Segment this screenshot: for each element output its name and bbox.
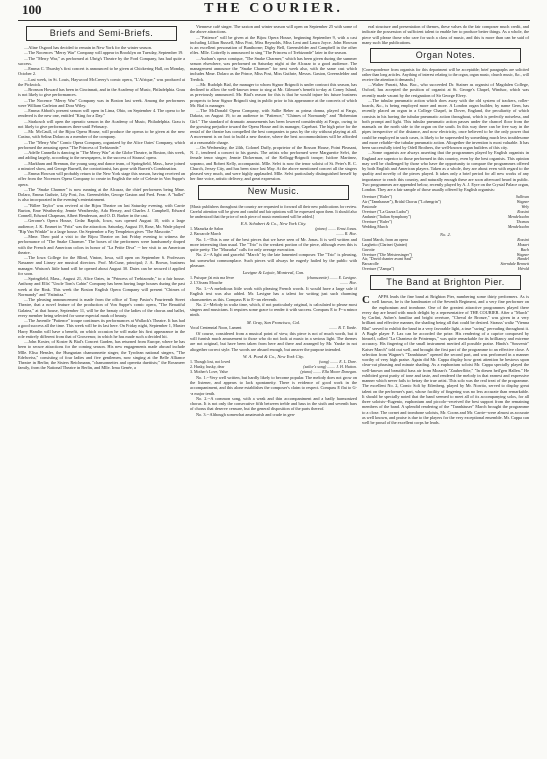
page-title: THE COURIER.	[204, 1, 343, 16]
row-title: Wedding March	[362, 223, 388, 229]
drop-cap: C	[362, 294, 370, 307]
row-detail: Hérold	[517, 266, 529, 272]
brief-paragraph: ....The "Merry War," as performed at Uhrig's Theatre by the Ford Company, has had quite a success.	[18, 55, 185, 66]
row-title: 1. Mazurka de Salon	[190, 225, 224, 231]
row-title: Pastorale	[362, 204, 377, 210]
row-title: Barcarolle	[362, 261, 379, 267]
row-title: 2. Husky, husky, dear	[190, 363, 225, 369]
brief-paragraph: ....Strakosch will open the operatic season in the Academy of Music, Philadelphia. Grau is not likely to give performances there until February.	[18, 118, 185, 129]
row-detail: (piano) ........ Ernst Jonas.	[315, 225, 357, 231]
row-detail: ........ Hoe.	[340, 280, 357, 286]
brief-paragraph: ....Markham and Brennan, the young song and dance team, of Springfield, Mass., have joined a minstrel show, and George Burnell, the contortionist, has gone with Barrett's Combination.	[18, 160, 185, 171]
publisher-name: E.S. Schubert & Co., New York City.	[240, 220, 307, 226]
brief-paragraph: ....Last week, in St. Louis, Haywood McCreery's comic opera, "L'Afrique," was produced at the Pickwick.	[18, 76, 185, 87]
publisher-name: M. Gray, San Francisco, Cal.	[246, 319, 301, 325]
editorial-note: [Music publishers throughout the country are requested to forward all their new publications for review. Careful attention will be given and candid and fair opinions will be expressed upon them. It should also be understood that the price of each piece of music mentioned will be added.]	[190, 203, 357, 219]
review-paragraph: Of course, considered from a musical point of view, this piece is not of much worth, but it will furnish much amusement to those who do not look at music in a serious light. The themes are not original, but have been taken from here and there and arranged by Mr. Yanke in not altogether correct style. The words are absurd enough, but answer the purpose intended.	[190, 330, 357, 352]
row-detail: Wely	[521, 204, 529, 210]
row-title: 1. Though lost, not loved	[190, 359, 231, 365]
publisher-name: W. A. Pond & Co., New York City.	[242, 353, 305, 359]
news-paragraph: ....Audran's opera comique, "The Snake Charmer," which has been given during the summer season elsewhere, was performed on Saturday night at the Alcazar to a good audience. The management announce the "Snake Charmer" for next week also, with the same cast which includes Mme. Dolaro as the Prince, Miss Post, Miss Guthrie, Messrs. Gaston, Greensfelder and Tredick.	[190, 55, 357, 82]
row-detail: Handel	[517, 256, 529, 262]
header-rule	[18, 20, 530, 21]
brief-paragraph: ....Emma C. Thursby's first concert is announced to be given at Chickering Hall, on Monday, October 2.	[18, 66, 185, 77]
organ-paragraphs	[362, 82, 529, 192]
programme-list	[362, 238, 529, 272]
brief-paragraph: ....The pleasing announcement is made from the office of Tony Pastor's Fourteenth Street Theatre, that a novel feature of the production of Von Suppe's comic opera, "The Beautiful Galatea," at that house, September 11, will be the beauty of the ladies of the chorus and ballet, every member being selected for some especial mark of beauty.	[18, 297, 185, 318]
row-title: 2. L'Oiseau Mouche	[190, 280, 223, 286]
row-title: Overture ("La Gazza Ladra")	[362, 208, 409, 214]
section-heading-box	[370, 48, 521, 63]
band-article	[362, 294, 529, 425]
organ-paragraph: ....The tubular pneumatic action which does away with the old system of trackers, roller-boards, &c., is being employed more and more. A London organ builder, by name Gern, has recently placed an organ in a College Chapel, in Dover, England, the peculiarity of which consists in his having the tubular pneumatic action throughout, which is perfectly noiseless, and both prompt and light. This tubular pneumatic action passes under the chancel floor from the manuals on the north side to the organ on the south. In this way there can be free way in the pipes irrespective of the distance, and now electricity, once believed to be the only power that could be employed in such cases, is likely to be superseded by something much less troublesome and more reliable--the tubular pneumatic action. Altogether the invention is most valuable. It has been successfully tried by Odell Brothers, the well-known organ builders of this city.	[362, 97, 529, 150]
row-detail: ........ B. T. Yanke.	[329, 324, 357, 330]
brief-paragraph: ....The Nocence "Merry War" Company was in Boston last week. Among the performers were William Carleton and Dora Wiley.	[18, 97, 185, 108]
row-detail: (chansonette) ........ E. Lavigne.	[306, 275, 357, 281]
brief-paragraph: ....The Juvenile "Patience" troupe continues its performances at Wallack's Theatre. It has had a good success all the time. This week will be its last here. On Friday night, September 1, Master Harry Hamlin will have a benefit, on which occasion he will make his first appearance in the role entirely different from that of Grosvenor, in which he has made such a decided hit.	[18, 318, 185, 339]
row-detail: (piano) ........ Ella Moore Donegan.	[300, 368, 357, 374]
row-title: Overture ("Zampa")	[362, 266, 395, 272]
organ-paragraph: ....Some organists are always asserting that the programmes played by English organists in England are superior to those performed in this country, even by the best organists. This opinion may well be challenged by those who have the opportunity to compare the programmes offered by both English and American players. Taken as a whole, they are about even with regard to the quality and novelty of the pieces played. It takes only a brief period for all new works of any importance to reach this country, and naturally enough these are soon afterward heard in public. Two programmes are appended below, recently played by A. J. Eyre on the Crystal Palace organ, London. They are a fair sample of those usually offered by English organists:	[362, 150, 529, 192]
music-reviews	[190, 221, 357, 417]
brief-paragraph: ....Bronson Howard has been in Cincinnati, and in the Academy of Music, Philadelphia. Grau is not likely to give performances.	[18, 87, 185, 98]
row-detail: Rossini	[517, 236, 529, 242]
row-title: Andante ("Italian Symphony")	[362, 213, 412, 219]
review-paragraph: No. 3.--Although somewhat amateurish and crude in gen-	[196, 411, 296, 417]
briefs-paragraphs	[18, 45, 185, 371]
column-1	[18, 24, 185, 371]
section-heading: Organ Notes.	[415, 49, 476, 60]
brief-paragraph: ....Aline Osgood has decided to remain in New York for the winter season.	[24, 45, 152, 50]
band-paragraphs	[362, 294, 529, 425]
news-paragraph: ....On Wednesday, the 24th, Colonel Duffy, proprietor of the Rosson House, Point Pleasant, N. J., tendered a concert to his guests. The artists who performed were Marguerite Selvi, the female tenor singer; Jennie Dickerman, of the Kellogg-Brignoli troupe; Isidore Martinez, soprano, and Robert Kelly, accompanist. Mlle. Selvi is now the tenor soloist of St. Peter's R. C. Church, Jersey City, and has been since last May. At the above mentioned concert all the singers pleased very much, and were highly applauded. Mlle. Selvi particularly distinguished herself by her fine voice, artistic delivery, and great expression.	[190, 144, 357, 182]
brief-paragraph: ....The Nocences "Merry War" Company will appear in Brooklyn on Tuesday, September 19.	[24, 50, 184, 56]
brief-paragraph: ....Adelle Cannella is dancing in "The Merry War" at the Globe Theatre, in Boston, this week, and adding largely, according to the newspapers, to the success of Strauss' opera.	[18, 150, 185, 161]
publisher-name: Lavigne & Lajoie, Montreal, Can.	[242, 270, 305, 276]
editorial-note: [Correspondence from organists for this department will be acceptable; brief paragraphs are solicited rather than long articles. Anything of interest relating to the organ, organ music, church music, &c., will receive the attention it demands.]	[362, 67, 529, 82]
programme-separator: No. 2.	[440, 231, 451, 237]
review-paragraph: No. 1.--A melodious little work with pleasing French words. It would have a large sale if English text was also added. Mr. Lavigne has a talent for writing just such charming chansonettes as this. Compass B to E--an eleventh.	[190, 286, 357, 302]
brief-paragraph: ....Mme. Theo paid a visit to the Bijou Theatre on last Friday evening to witness the performance of "The Snake Charmer." The boxes of the performers were handsomely draped with the French and American colors in honor of "La Petite Diva" -- her visit to an American theatre.	[18, 234, 185, 255]
brief-paragraph: ....The Iowa College for the Blind, Vinton, Iowa, will open on September 6. Professors Nassaner and Linsey are musical directors. Prof. McCune, principal; J. A. Brown, business manager. Watson's little band will be opened about August 30. Dates can be secured if applied for soon.	[18, 255, 185, 276]
masthead	[0, 0, 547, 20]
row-title: Grand March, from an opera	[362, 236, 408, 242]
row-detail: (sailor's song) ........ J. H. Hutton.	[303, 363, 357, 369]
row-detail: Mendelssohn	[507, 223, 529, 229]
section-heading-box	[26, 26, 177, 41]
column-3	[362, 24, 529, 425]
row-title: Overture ("Ruler")	[362, 218, 393, 224]
brief-paragraph: ....Emma Howson will probably return to the New York stage this season, having received an offer from the Nocences Opera Company to create in English the role of Celeste in Von Suppe's opera.	[18, 171, 185, 187]
section-heading: Briefs and Semi-Briefs.	[49, 27, 154, 38]
review-paragraph: eral structure and presentation of themes, these valses do the fair composer much credit, and indicate the possession of sufficient talent to enable her to produce better things. As a whole, the piece will please those who care for such a class of music, and this is more than can be said of many such like publications.	[362, 24, 529, 45]
row-detail: (song) ........ E. L. Dare.	[319, 359, 357, 365]
programme-list	[362, 195, 529, 229]
row-title: Gavotte	[362, 246, 375, 252]
row-title: Overture ("Ruler")	[362, 194, 393, 200]
row-title: Larghetto (Clarinet Quintet)	[362, 241, 408, 247]
brief-paragraph: ....Emma Abbott's present season will open in Lima, Ohio, on September 4. The opera to be rendered is the new one, entitled "King for a Day."	[18, 108, 185, 119]
row-detail: Thomas	[516, 218, 529, 224]
row-title: Vocal Centennial Noon, Lament	[190, 324, 242, 330]
news-paragraph: Viennese café singer. The saxton and winter season will open on September 25 with some of the above attractions.	[190, 24, 357, 35]
column-2	[190, 24, 357, 417]
review-paragraph: No. 1.--Very well written, but hardly likely to become popular. The melody does not grow on the listener, and appears to lack spontaneity. There is evidence of good work in the accompaniment, and this alone establishes the composer's claim to respect. Compass E flat to G--a major tenth.	[190, 374, 357, 396]
section-heading-box	[370, 275, 521, 290]
section-heading: New Music.	[247, 186, 300, 197]
section-heading: The Band at Brighton Pier.	[386, 277, 505, 288]
row-detail: ........ R. Hoe.	[335, 230, 357, 236]
brief-paragraph: ....Springfield, Mass., August 21, Alice Oates, in "Princess of Trebizonde," to a fair house. Anthony and Ellis' "Uncle Tom's Cabin" Company has been having large houses during the past week at the Rink. This week the Boston English Opera Company will present "Chimes of Normandy" and "Fatinitza."	[18, 276, 185, 297]
brief-paragraph: ...."Billee Taylor" was revived at the Bijou Theatre on last Saturday evening, with Carrie Burton, Eme Weathersby, Jennie Weathersby, Ada Hersey, and Charles J. Campbell, Edward Connell, Edward Chapman, Albert Henderson, and O. D. Barker in the cast.	[18, 202, 185, 218]
brief-paragraph: ....Mr. McCaull, of the Bijou Opera House, will produce the operas to be given at the new Casino, with Selina Dolaro as a member of the company.	[18, 129, 185, 140]
section-heading-box	[198, 185, 349, 200]
news-paragraph: ....The McDonald Opera Company, with Sallie Reber as prima donna, played at Fargo, Dakota, on August 19, to an audience in "Patience," "Chimes of Normandy" and "Bohemian Girl." The standard of dramatic amusements has been lowered considerably at Fargo, owing to the growing prejudice toward the Opera House and its manager, Capehart. The high price for the rental of the theatre has compelled the best companies to pass by the city without playing at all. A movement is on foot to build a new theatre, where the best accommodations will be afforded at a reasonable charge.	[190, 108, 357, 145]
review-paragraph: No. 2.--A light and graceful "March" by the late lamented composer. The "Trio" is pleasing, but somewhat commonplace. Such pieces will always be eagerly hailed by the public with pleasure.	[190, 252, 357, 268]
news-paragraph: ...."Patience" will be given at the Bijou Opera House, beginning September 9, with a cast including Lillian Russell, Miss Post, Miss Reynolds, Miss Lent and Laura Joyce. John Howson is an excellent personation of Bunthorne; Digby Bell, Greensfelder and Campbell in the other rôles. Mlle. Cottrelly is announced to sing "The Princess of Trebizonde" later in the season.	[190, 34, 357, 56]
row-detail: Mozart	[517, 241, 529, 247]
theatre-paragraphs	[190, 24, 357, 182]
row-title: Air ("Tannhauser"), Bridal Chorus ("Lohengrin")	[362, 199, 441, 205]
row-detail: Wagner	[516, 199, 529, 205]
row-detail: Sterndale Bennett	[500, 261, 529, 267]
brief-paragraph: ....The "Snake Charmer" is now running at the Alcazar, the chief performers being Mme. Dolaro, Emma Guthrie, Lily Post, Jos. Greensfelder, George Gaston and Fred. Frear. A "ballet" is also incorporated in the evening's entertainment.	[18, 186, 185, 203]
row-title: 3. Mother's Love, Valse	[190, 368, 228, 374]
brief-paragraph: ....Gerome's Opera House, Cedar Rapids, Iowa, was opened August 10, with a large audience; J. K. Emmet in "Fritz" was the attraction. Saturday, August 19, Rose, Mr. Wade played "Rip Van Winkle" to a large house. On September a Fay Templeton gives "The Mascotte."	[18, 218, 185, 234]
row-detail: Sullivan	[515, 194, 529, 200]
row-title: 1. Puisque j'ai mis ma lèvre	[190, 275, 235, 281]
row-detail: Mendelssohn	[507, 213, 529, 219]
brief-paragraph: ....John Koster, of Koster & Bial's Concert Garden, has returned from Europe, where he has been to secure attractions for the coming season. His new engagements made abroad include Mlle. Elisa Hensler, the Hungarian chansonnette singer, the Tyrolean national singers, "The Edelweiss," consisting of four ladies and five gentlemen, now singing at the Belle Alliance Theatre in Berlin; the Sisters Reichmann, "chansonnettes and operetta duettists;" the Rossmeer family, from the National Theatre in Berlin, and Mlle. Irma Genée, a	[18, 339, 185, 371]
list-row	[362, 267, 529, 272]
row-detail: Wagner	[516, 251, 529, 257]
row-detail: Bach	[520, 246, 529, 252]
row-title: 2. Barcarole March	[190, 230, 221, 236]
organ-paragraph: ....Walter Parratt, Mus. Bac., who succeeded Dr. Stainer as organist of Magdalen College, Oxford, has accepted the position of organist at St. George's Chapel, Windsor, which was recently made vacant by the resignation of Sir George Elvey.	[362, 82, 529, 98]
brief-paragraph: ....The "Merry War" Comic Opera Company, organized by the Alice Oates' Company, which performed the amusing opera "The Princess of Trebizonde."	[18, 139, 185, 150]
page-number: 100	[22, 2, 42, 17]
row-detail: Rossini	[517, 208, 529, 214]
band-paragraph: APPA leads the fine band at Brighton Pier, numbering some thirty performers. As is well known, he is the bandmaster of the Seventh Regiment, and a very fine performer on the euphonium and trombone. One of the greatest attractive programmes played there every day are heard with much delight by a representative of THE COURIER. After a "March" by Carlini, Auber's familiar and bright overture, "Cheval de Bronze," was given in a very brilliant and effective manner, the shading being all that could be desired. Strauss' waltz "Vienna Blut" served to exhibit the band in a very favorable light, a true "swing" pervading throughout it. A Bugle player F. Lax can be accorded the prize. His rendering of a caprice composed by himself, called "La Chanteur de Printemps," was quite remarkable for its brilliancy and extreme accuracy. His fingering of the small instrument merited all possible praise. Hinds's "Souvenir" Kaiser March" told out well, and brought the first part of the programme to an effective close. A selection from Wagner's "Tannhäuser" opened the second part, and was performed in a manner worthy of very high praise. Again did Mr. Cappa display how great attention he bestows upon clear-cut phrasing and minute shading. As a euphonium soloist Mr. Cappa specially played the well-known and beautiful bass air from Mozart's "Zauberflöte," "In diesen heil'gen Hallen." He exhibited great purity of tone and taste, and rendered the melody in that earnest and expressive manner which never fails to betray the true artist. This solo was the real treat of the programme. The excellent No. 2, Comic Soli by Eilenberg, played by Mr. Norrito, served to display great talent on the performer's part, whose facility of fingering was no less accurate than remarkable. It should be specially noted that the band seemed to meet all of its accompanying solos, for all three soloists--Eugenio, euphonium and piccolo--received the best support from the remaining members of the band. A splendid rendering of the "Tannhäuser" March brought the programme to a close. The cornet and trombone soloists, Mr. Coons and Mr. Carrie--were almost as accurate as well known, and praise is due to the players for the very exceptional ensemble. Mr. Cappa can well be proud of the excellent corps he leads.	[362, 294, 529, 426]
news-paragraph: ....Mr. Rudolph Bial, the manager to whom Signor Brignoli is under contract this season, has declined to allow the well-known tenor to sing at Mr. Gilmore's benefit to-day at Coney Island, as previously announced. Mr. Bial's reason for this is that he would injure his future business prospects to hear Signor Brignoli sing in public prior to his appearance at the concerts of which Mr. Bial is manager.	[190, 81, 357, 108]
row-title: Air, "David chanter avant Saul"	[362, 256, 413, 262]
review-paragraph: No. 1.--This is one of the best pieces that we have seen of Mr. Jonas. It is well written and more interesting than usual. The "Trio" is the weakest portion of the piece, although even this is quite pretty. The "Mazurka" calls for only average execution.	[190, 236, 357, 253]
list-row	[362, 225, 529, 230]
review-continuation	[362, 24, 529, 45]
review-paragraph: No. 2.--A common song, with a weak and thin accompaniment and a badly harmonized chorus. It is not only the consecutive fifth between treble and bass in the sixth and seventh bars of chorus that deserve censure, but the general disposition of the parts thereof.	[190, 395, 357, 412]
row-title: Overture ("Die Meistersinger")	[362, 251, 412, 257]
review-paragraph: No. 2.--Melody in waltz time, which, if not particularly original, is calculated to please most singers and musicians. It requires some grace to render it with success. Compass E to F--a minor ninth.	[190, 301, 357, 318]
